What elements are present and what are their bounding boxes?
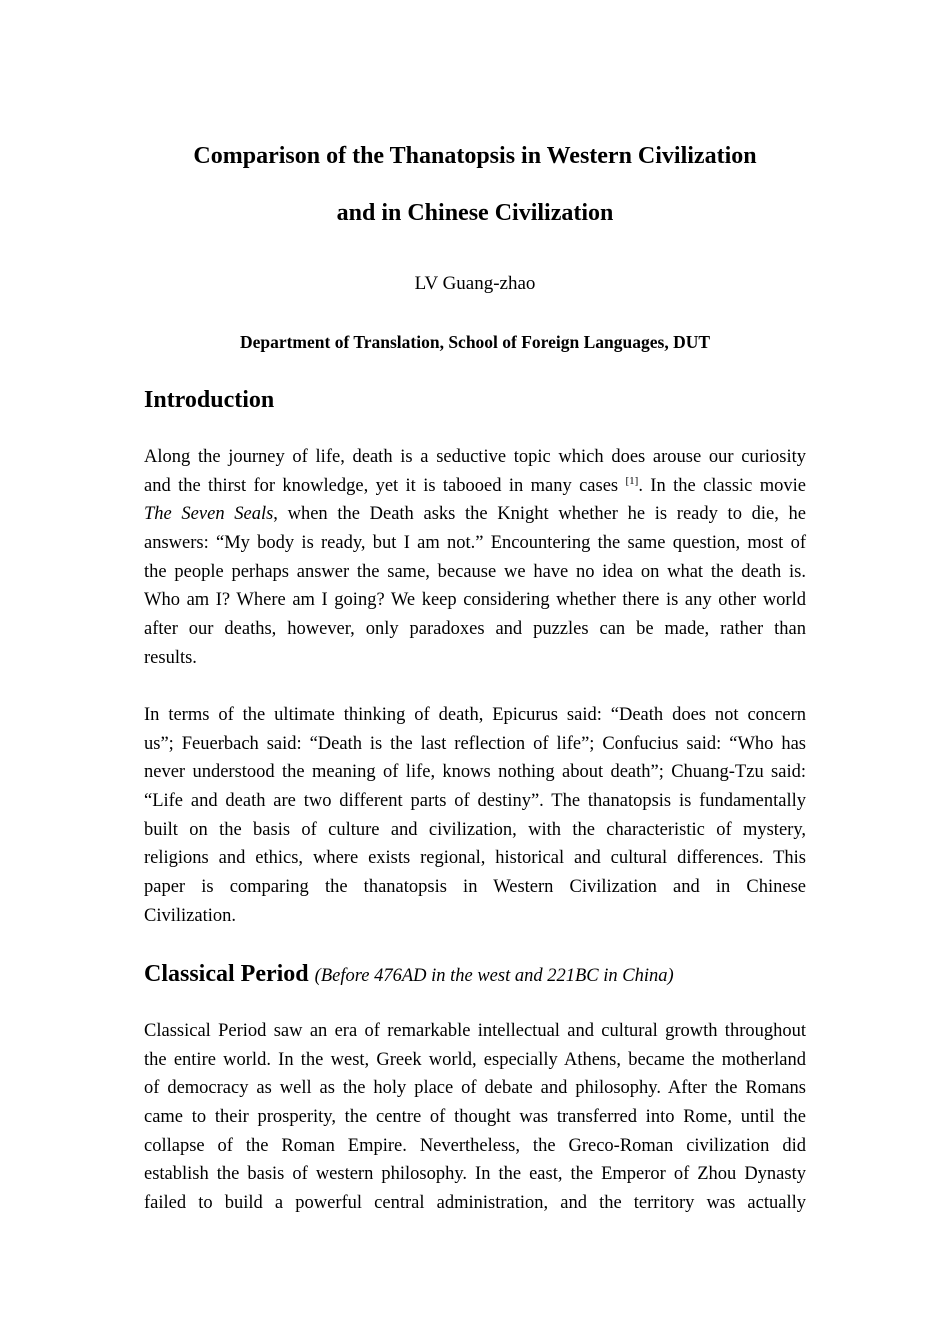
text-line: built on the basis of culture and civilization, with the characteristic of mystery,: [144, 819, 806, 840]
text-line: “Life and death are two different parts of destiny”. The thanatopsis is fundamentally: [144, 791, 806, 812]
text-line: Who am I? Where am I going? We keep considering whether there is any other world: [144, 590, 806, 611]
text-line: Along the journey of life, death is a seductive topic which does arouse our curiosity: [144, 447, 806, 467]
introduction-paragraph-2: [144, 701, 806, 931]
author-affiliation: Department of Translation, School of Foreign Languages, DUT: [239, 332, 711, 352]
text-line: the people perhaps answer the same, because we have no idea on what the death is.: [144, 561, 806, 582]
paper-title-line-1: Comparison of the Thanatopsis in Western Civilization: [193, 143, 757, 169]
section-heading-classical-period: [144, 959, 806, 991]
text-line: after our deaths, however, only paradoxes and puzzles can be made, rather than: [144, 619, 806, 640]
author-name: LV Guang-zhao: [414, 273, 536, 294]
text-line: [144, 500, 806, 529]
text-line: failed to build a powerful central administration, and the territory was actually: [144, 1193, 806, 1214]
text-line: results.: [144, 647, 197, 668]
text-span: , when the Death asks the Knight whether he is ready to die, he: [273, 504, 806, 525]
classical-paragraph-1: [144, 1017, 806, 1218]
text-line: Civilization.: [144, 905, 236, 926]
text-line: In terms of the ultimate thinking of death, Epicurus said: “Death does not concern: [144, 705, 806, 725]
text-line: [144, 472, 806, 501]
text-line: answers: “My body is ready, but I am not.” Encountering the same question, most of: [144, 533, 806, 554]
text-line: paper is comparing the thanatopsis in Western Civilization and in Chinese: [144, 877, 806, 898]
text-span: and the thirst for knowledge, yet it is tabooed in many cases: [144, 475, 626, 496]
paper-title-line-2: and in Chinese Civilization: [336, 200, 614, 226]
text-line: came to their prosperity, the centre of thought was transferred into Rome, until the: [144, 1107, 806, 1128]
text-line: religions and ethics, where exists regional, historical and cultural differences. This: [144, 848, 806, 869]
text-line: Classical Period saw an era of remarkable intellectual and cultural growth throughout: [144, 1021, 806, 1041]
text-span: . In the classic movie: [638, 475, 806, 496]
text-line: never understood the meaning of life, knows nothing about death”; Chuang-Tzu said:: [144, 762, 806, 783]
section-subheading: (Before 476AD in the west and 221BC in China): [314, 966, 674, 986]
citation-reference: [1]: [625, 474, 639, 487]
text-line: establish the basis of western philosophy. In the east, the Emperor of Zhou Dynasty: [144, 1164, 806, 1185]
text-line: the entire world. In the west, Greek world, especially Athens, became the motherland: [144, 1049, 806, 1070]
introduction-paragraph-1: [144, 443, 806, 673]
text-line: us”; Feuerbach said: “Death is the last reflection of life”; Confucius said: “Who has: [144, 733, 806, 754]
section-heading-introduction: Introduction: [144, 387, 275, 413]
movie-title: The Seven Seals: [144, 504, 274, 525]
text-line: collapse of the Roman Empire. Nevertheless, the Greco-Roman civilization did: [144, 1135, 806, 1156]
section-heading-text: Classical Period: [144, 961, 309, 987]
text-line: of democracy as well as the holy place of debate and philosophy. After the Romans: [144, 1078, 806, 1099]
